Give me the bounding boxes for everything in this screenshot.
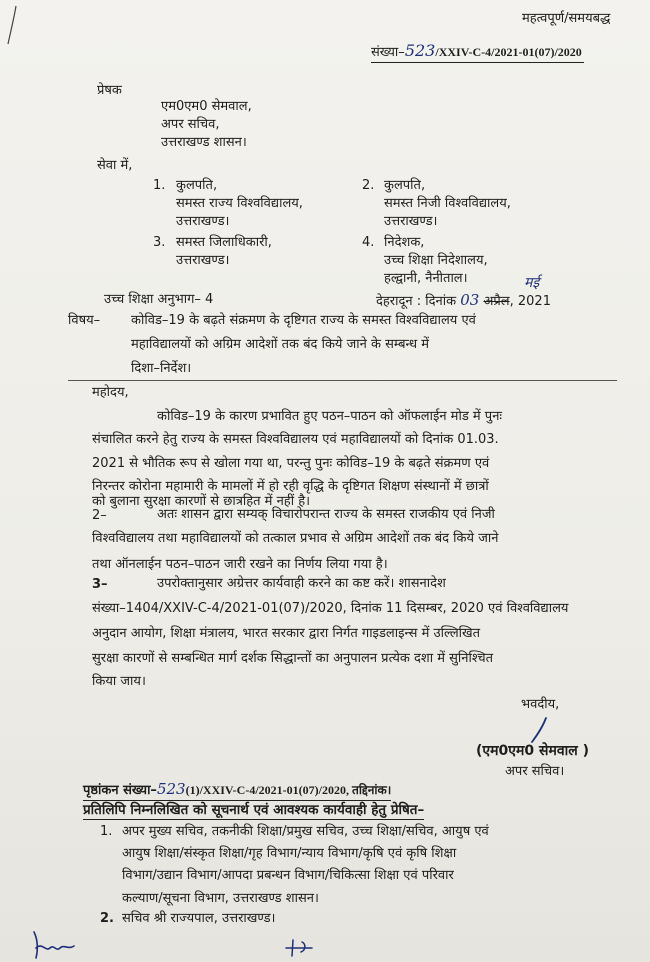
endorsement-number-handwritten: 523 (156, 780, 186, 798)
recipients-label: सेवा में, (97, 158, 133, 173)
copy-1-num: 1. (100, 824, 113, 839)
margin-pen-mark (4, 4, 20, 46)
date-month-struck: अप्रैल (483, 294, 510, 309)
subject-line-1: कोविड–19 के बढ़ते संक्रमण के दृष्टिगत राज्य के समस्त विश्वविद्यालय एवं (131, 313, 476, 328)
section-label: उच्च शिक्षा अनुभाग– 4 (104, 292, 214, 307)
para2-line-3: तथा ऑनलाईन पठन–पाठन जारी रखने का निर्णय लिया गया है। (92, 557, 388, 572)
copy-2-line-1: सचिव श्री राज्यपाल, उत्तराखण्ड। (122, 911, 276, 926)
salutation: महोदय, (92, 385, 129, 400)
para2-line-2: विश्वविद्यालय तथा महाविद्यालयों को तत्काल प्रभाव से अग्रिम आदेशों तक बंद किये जाने (92, 531, 499, 546)
classification-label: महत्वपूर्ण/समयबद्ध (522, 11, 611, 26)
recipient-4-line1: निदेशक, (384, 235, 425, 250)
ref-label: संख्या– (371, 45, 405, 60)
initials-scribble (30, 926, 78, 960)
subject-line-2: महाविद्यालयों को अग्रिम आदेशों तक बंद किये जाने के सम्बन्ध में (131, 337, 430, 352)
para1-line-2: संचालित करने हेतु राज्य के समस्त विश्वविद्यालय एवं महाविद्यालयों को दिनांक 01.03. (92, 432, 499, 447)
para1-line-1: कोविड–19 के कारण प्रभावित हुए पठन–पाठन को ऑफलाईन मोड में पुनः (157, 409, 503, 424)
sender-label: प्रेषक (97, 83, 122, 98)
para3-line-2: संख्या–1404/XXIV-C-4/2021-01(07)/2020, दिनांक 11 दिसम्बर, 2020 एवं विश्वविद्यालय (92, 601, 569, 616)
page-number-scribble (284, 936, 314, 958)
para3-line-5: किया जाय। (92, 674, 146, 689)
endorsement-heading: प्रतिलिपि निम्नलिखित को सूचनार्थ एवं आवश्यक कार्यवाही हेतु प्रेषित– (83, 802, 425, 818)
recipient-3-line1: समस्त जिलाधिकारी, (176, 235, 272, 250)
recipient-1-line1: कुलपति, (176, 178, 218, 193)
recipient-2-line2: समस्त निजी विश्वविद्यालय, (384, 196, 511, 211)
copy-1-line-1: अपर मुख्य सचिव, तकनीकी शिक्षा/प्रमुख सचिव, उच्च शिक्षा/सचिव, आयुष एवं (122, 824, 489, 839)
recipient-1-num: 1. (153, 178, 166, 193)
copy-1-line-2: आयुष शिक्षा/संस्कृत शिक्षा/गृह विभाग/न्याय विभाग/कृषि एवं कृषि शिक्षा (122, 846, 457, 861)
place-date (376, 291, 551, 311)
endorsement-number (83, 780, 391, 801)
reference-number (371, 42, 584, 63)
recipient-2-line3: उत्तराखण्ड। (384, 214, 438, 229)
closing: भवदीय, (521, 697, 560, 712)
subject-line-3: दिशा–निर्देश। (131, 361, 192, 376)
recipient-4-line2: उच्च शिक्षा निदेशालय, (384, 253, 488, 268)
para1-line-4: निरन्तर कोरोना महामारी के मामलों में हो रही वृद्धि के दृष्टिगत शिक्षण संस्थानों में छात्रों (92, 479, 489, 494)
recipient-3-line2: उत्तराखण्ड। (176, 253, 230, 268)
para2-num: 2– (92, 508, 107, 523)
ref-number-handwritten: 523 (404, 41, 436, 60)
para3-line-4: सुरक्षा कारणों से सम्बन्धित मार्ग दर्शक सिद्धान्तों का अनुपालन प्रत्येक दशा में सुनिश्चित (92, 651, 494, 666)
para3-line-1: उपरोक्तानुसार अग्रेत्तर कार्यवाही करने का कष्ट करें। शासनादेश (157, 576, 446, 591)
sender-name: एम0एम0 सेमवाल, (161, 99, 252, 114)
sender-office: उत्तराखण्ड शासन। (161, 135, 247, 150)
copy-1-line-4: कल्याण/सूचना विभाग, उत्तराखण्ड शासन। (122, 891, 319, 906)
recipient-4-num: 4. (362, 235, 375, 250)
para3-num: 3– (92, 577, 108, 592)
para1-line-5: को बुलाना सुरक्षा कारणों से छात्रहित में नहीं है। (92, 494, 311, 509)
recipient-3-num: 3. (153, 235, 166, 250)
recipient-2-num: 2. (362, 178, 375, 193)
subject-label: विषय– (68, 313, 101, 328)
signatory-name: (एम0एम0 सेमवाल ) (476, 743, 589, 759)
date-prefix: देहरादून : दिनांक (376, 294, 457, 309)
endorsement-code: (1)/XXIV-C-4/2021-01(07)/2020, तद्दिनांक। (185, 783, 392, 797)
date-day-handwritten: 03 (460, 291, 480, 309)
copy-1-line-3: विभाग/उद्यान विभाग/आपदा प्रबन्धन विभाग/चिकित्सा शिक्षा एवं परिवार (122, 868, 454, 883)
ref-code: /XXIV-C-4/2021-01(07)/2020 (435, 45, 582, 59)
para3-line-3: अनुदान आयोग, शिक्षा मंत्रालय, भारत सरकार द्वारा निर्गत गाइडलाइन्स में उल्लिखित (92, 626, 481, 641)
endorsement-label: पृष्ठांकन संख्या– (83, 783, 157, 798)
recipient-4-line3: हल्द्वानी, नैनीताल। (384, 271, 468, 286)
date-year: , 2021 (509, 294, 551, 309)
date-month-handwritten: मई (524, 275, 540, 291)
signature-mark (528, 716, 552, 744)
recipient-1-line3: उत्तराखण्ड। (176, 214, 230, 229)
recipient-1-line2: समस्त राज्य विश्वविद्यालय, (176, 196, 303, 211)
signatory-designation: अपर सचिव। (505, 764, 565, 779)
para1-line-3: 2021 से भौतिक रूप से खोला गया था, परन्तु पुनः कोविड–19 के बढ़ते संक्रमण एवं (92, 456, 490, 471)
copy-2-num: 2. (100, 911, 114, 926)
para2-line-1: अतः शासन द्वारा सम्यक् विचारोपरान्त राज्य के समस्त राजकीय एवं निजी (157, 507, 495, 522)
sender-designation: अपर सचिव, (161, 117, 220, 132)
recipient-2-line1: कुलपति, (384, 178, 426, 193)
subject-divider (68, 380, 617, 381)
